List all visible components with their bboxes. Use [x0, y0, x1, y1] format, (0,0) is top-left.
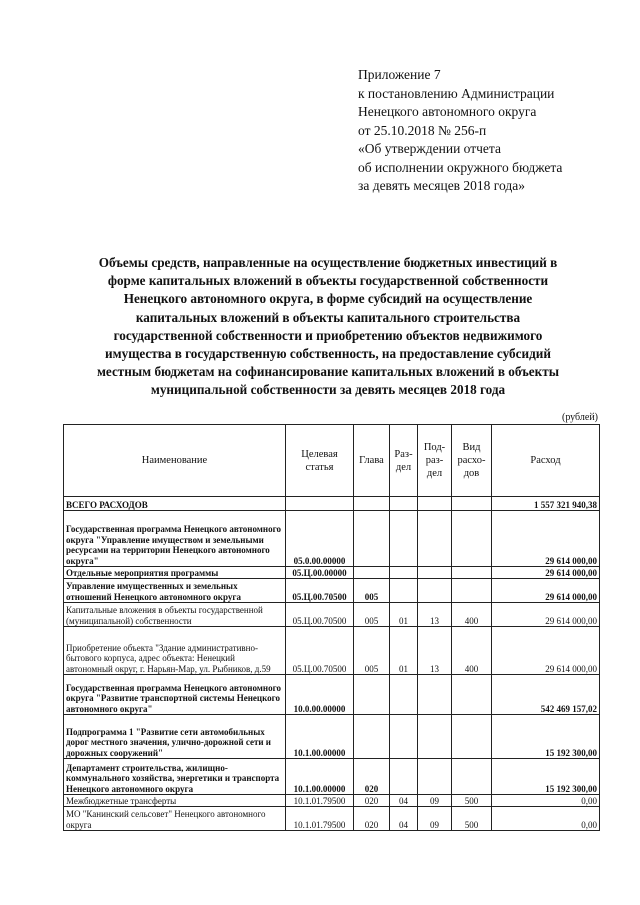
title-line: Объемы средств, направленные на осуществление бюджетных инвестиций в [98, 255, 558, 270]
budget-table [63, 424, 600, 831]
table-row [64, 497, 600, 511]
cell-vid [452, 759, 492, 795]
appendix-line: Приложение 7 [358, 67, 441, 82]
cell-expense: 15 192 300,00 [492, 759, 600, 795]
cell-glava [354, 511, 390, 567]
cell-razdel [390, 511, 418, 567]
cell-podrazdel: 09 [418, 807, 452, 831]
cell-target [286, 497, 354, 511]
table-header-row [64, 425, 600, 497]
cell-podrazdel [418, 675, 452, 715]
cell-target: 10.1.00.00000 [286, 715, 354, 759]
cell-glava [354, 567, 390, 579]
cell-target: 10.1.00.00000 [286, 759, 354, 795]
cell-target: 05.Ц.00.70500 [286, 579, 354, 603]
cell-glava: 005 [354, 627, 390, 675]
cell-glava [354, 715, 390, 759]
cell-razdel [390, 759, 418, 795]
table-row [64, 627, 600, 675]
cell-razdel [390, 579, 418, 603]
table-row [64, 715, 600, 759]
table-row [64, 675, 600, 715]
cell-podrazdel: 13 [418, 603, 452, 627]
cell-vid [452, 675, 492, 715]
cell-name: Управление имущественных и земельных отношений Ненецкого автономного округа [64, 579, 286, 603]
cell-razdel [390, 567, 418, 579]
cell-vid [452, 511, 492, 567]
header-glava: Глава [354, 425, 390, 497]
table-row [64, 759, 600, 795]
title-line: имущества в государственную собственность, на предоставление субсидий [105, 346, 551, 362]
cell-glava: 005 [354, 603, 390, 627]
cell-vid [452, 497, 492, 511]
cell-name: Отдельные мероприятия программы [64, 567, 286, 579]
cell-name: Государственная программа Ненецкого автономного округа "Развитие транспортной системы Ненецкого автономного округа" [64, 675, 286, 715]
table-row [64, 603, 600, 627]
cell-expense: 15 192 300,00 [492, 715, 600, 759]
cell-expense: 1 557 321 940,38 [492, 497, 600, 511]
header-expense: Расход [492, 425, 600, 497]
cell-target: 05.Ц.00.00000 [286, 567, 354, 579]
cell-target: 10.1.01.79500 [286, 795, 354, 807]
cell-podrazdel [418, 567, 452, 579]
cell-vid [452, 715, 492, 759]
appendix-line: за девять месяцев 2018 года» [358, 178, 525, 193]
cell-expense: 542 469 157,02 [492, 675, 600, 715]
cell-vid [452, 579, 492, 603]
cell-vid: 400 [452, 603, 492, 627]
title-line: государственной собственности и приобретению объектов недвижимого [113, 327, 543, 343]
cell-expense: 29 614 000,00 [492, 511, 600, 567]
title-line: форме капитальных вложений в объекты государственной собственности [107, 273, 549, 289]
appendix-line: к постановлению Администрации [358, 85, 555, 101]
cell-razdel: 04 [390, 807, 418, 831]
table-row [64, 795, 600, 807]
document-title [58, 254, 598, 400]
table-row [64, 511, 600, 567]
table-row [64, 567, 600, 579]
cell-podrazdel [418, 497, 452, 511]
cell-name: Приобретение объекта "Здание административно-бытового корпуса, адрес объекта: Ненецкий автономный округ, г. Нарьян-Мар, ул. Рыбников, д.59 [64, 627, 286, 675]
cell-vid: 500 [452, 795, 492, 807]
appendix-line: Ненецкого автономного округа [358, 104, 537, 119]
cell-podrazdel: 13 [418, 627, 452, 675]
cell-glava: 020 [354, 795, 390, 807]
title-line: местным бюджетам на софинансирование капитальных вложений в объекты [96, 364, 560, 380]
cell-podrazdel [418, 511, 452, 567]
header-podrazdel: Под-раз-дел [418, 425, 452, 497]
cell-podrazdel [418, 759, 452, 795]
table-row [64, 807, 600, 831]
appendix-block [358, 66, 618, 196]
cell-expense: 0,00 [492, 795, 600, 807]
cell-razdel [390, 675, 418, 715]
cell-target: 05.0.00.00000 [286, 511, 354, 567]
cell-expense: 29 614 000,00 [492, 579, 600, 603]
cell-name: МО "Канинский сельсовет" Ненецкого автономного округа [64, 807, 286, 831]
cell-razdel [390, 497, 418, 511]
cell-name: Департамент строительства, жилищно-коммунального хозяйства, энергетики и транспорта Ненецкого автономного округа [64, 759, 286, 795]
cell-name: ВСЕГО РАСХОДОВ [64, 497, 286, 511]
cell-target: 10.1.01.79500 [286, 807, 354, 831]
cell-name: Подпрограмма 1 "Развитие сети автомобильных дорог местного значения, улично-дорожной сети и дорожных сооружений" [64, 715, 286, 759]
cell-name: Межбюджетные трансферты [64, 795, 286, 807]
appendix-line: от 25.10.2018 № 256-п [358, 122, 487, 138]
cell-razdel: 01 [390, 603, 418, 627]
cell-glava [354, 497, 390, 511]
unit-note: (рублей) [561, 412, 598, 423]
cell-razdel: 04 [390, 795, 418, 807]
header-name: Наименование [64, 425, 286, 497]
appendix-line: «Об утверждении отчета [358, 141, 501, 156]
cell-glava: 020 [354, 759, 390, 795]
cell-glava [354, 675, 390, 715]
cell-target: 10.0.00.00000 [286, 675, 354, 715]
appendix-line: об исполнении окружного бюджета [358, 159, 563, 175]
title-line: капитальных вложений в объекты капитального строительства [135, 309, 521, 325]
cell-vid: 500 [452, 807, 492, 831]
cell-name: Государственная программа Ненецкого автономного округа "Управление имуществом и земельными ресурсами на территории Ненецкого автономного округа" [64, 511, 286, 567]
cell-target: 05.Ц.00.70500 [286, 603, 354, 627]
title-line: Ненецкого автономного округа, в форме субсидий на осуществление [123, 291, 533, 307]
cell-podrazdel: 09 [418, 795, 452, 807]
cell-podrazdel [418, 715, 452, 759]
table-row [64, 579, 600, 603]
header-target: Целевая статья [286, 425, 354, 497]
cell-glava: 005 [354, 579, 390, 603]
cell-expense: 29 614 000,00 [492, 627, 600, 675]
cell-glava: 020 [354, 807, 390, 831]
cell-target: 05.Ц.00.70500 [286, 627, 354, 675]
cell-podrazdel [418, 579, 452, 603]
title-line: муниципальной собственности за девять месяцев 2018 года [150, 382, 506, 398]
cell-vid [452, 567, 492, 579]
cell-expense: 29 614 000,00 [492, 567, 600, 579]
cell-razdel [390, 715, 418, 759]
header-vid: Вид расхо-дов [452, 425, 492, 497]
header-razdel: Раз-дел [390, 425, 418, 497]
cell-expense: 29 614 000,00 [492, 603, 600, 627]
cell-expense: 0,00 [492, 807, 600, 831]
cell-razdel: 01 [390, 627, 418, 675]
cell-name: Капитальные вложения в объекты государственной (муниципальной) собственности [64, 603, 286, 627]
cell-vid: 400 [452, 627, 492, 675]
